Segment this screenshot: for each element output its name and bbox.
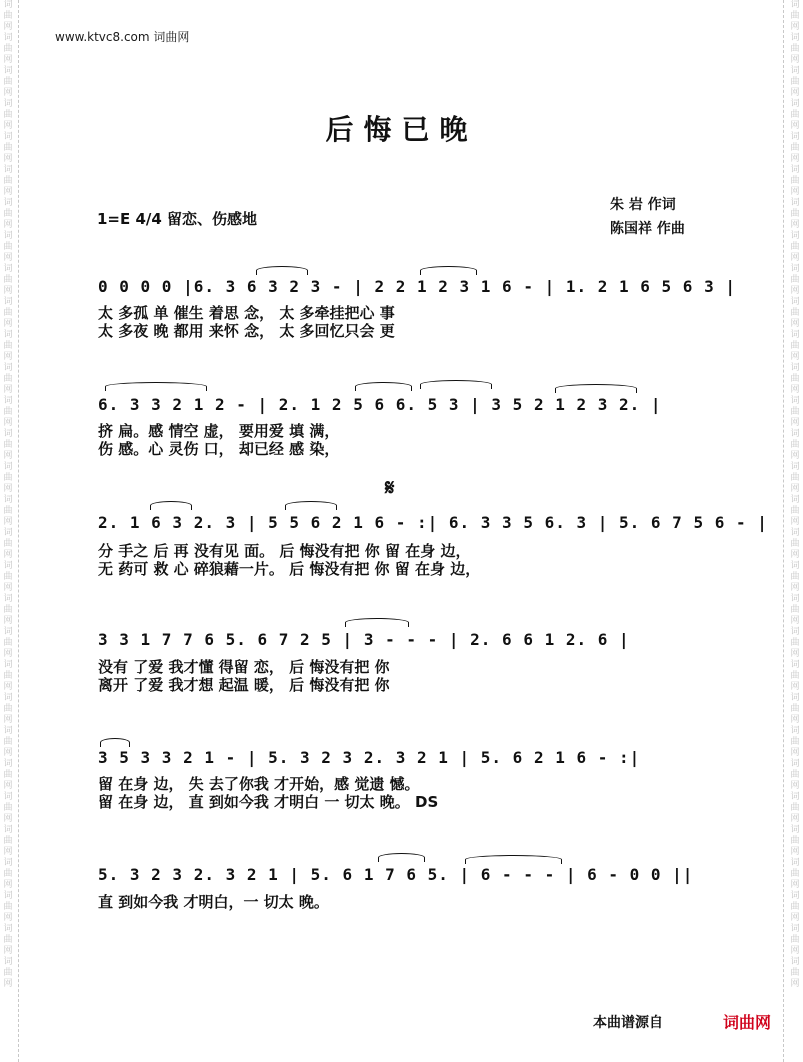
watermark-char: 网	[790, 352, 800, 362]
watermark-char: 词	[3, 363, 13, 373]
watermark-char: 曲	[790, 506, 800, 516]
watermark-char: 网	[790, 121, 800, 131]
watermark-char: 网	[3, 979, 13, 989]
watermark-char: 曲	[3, 902, 13, 912]
watermark-char: 曲	[790, 110, 800, 120]
watermark-char: 词	[790, 231, 800, 241]
watermark-char: 曲	[3, 407, 13, 417]
watermark-char: 网	[3, 913, 13, 923]
watermark-char: 网	[790, 616, 800, 626]
slur-mark	[465, 855, 562, 864]
watermark-char: 网	[790, 682, 800, 692]
slur-mark	[420, 266, 477, 275]
watermark-char: 网	[3, 55, 13, 65]
watermark-char: 曲	[3, 770, 13, 780]
staff-line-3: 2. 1 6 3 2. 3 | 5 5 6 2 1 6 - :| 6. 3 3 5 6. 3 | 5. 6 7 5 6 - |	[98, 513, 768, 532]
lyrics-line-4b: 离开 了爱 我才想 起温 暖， 后 悔没有把 你	[98, 676, 390, 694]
watermark-char: 词	[790, 495, 800, 505]
slur-mark	[256, 266, 308, 275]
watermark-char: 词	[3, 759, 13, 769]
slur-mark	[345, 618, 409, 627]
slur-mark	[285, 501, 337, 510]
watermark-char: 曲	[3, 374, 13, 384]
watermark-char: 网	[790, 979, 800, 989]
watermark-char: 网	[3, 22, 13, 32]
watermark-char: 词	[3, 858, 13, 868]
watermark-char: 曲	[790, 704, 800, 714]
watermark-char: 曲	[3, 275, 13, 285]
watermark-char: 词	[790, 858, 800, 868]
watermark-char: 曲	[3, 836, 13, 846]
watermark-char: 曲	[790, 935, 800, 945]
lyrics-line-2b: 伤 感。心 灵伤 口， 却已经 感 染，	[98, 440, 340, 458]
source-note: 本曲谱源自	[593, 1015, 663, 1031]
watermark-char: 曲	[790, 902, 800, 912]
watermark-char: 曲	[3, 11, 13, 21]
watermark-char: 词	[3, 429, 13, 439]
watermark-char: 曲	[790, 176, 800, 186]
watermark-char: 词	[3, 297, 13, 307]
watermark-char: 曲	[790, 242, 800, 252]
watermark-char: 词	[3, 891, 13, 901]
watermark-char: 词	[3, 957, 13, 967]
watermark-char: 网	[3, 847, 13, 857]
watermark-char: 词	[3, 33, 13, 43]
watermark-char: 网	[3, 616, 13, 626]
watermark-char: 曲	[3, 605, 13, 615]
watermark-char: 词	[790, 825, 800, 835]
watermark-char: 词	[790, 99, 800, 109]
watermark-char: 词	[3, 198, 13, 208]
watermark-char: 网	[790, 187, 800, 197]
watermark-char: 词	[790, 363, 800, 373]
watermark-char: 网	[790, 814, 800, 824]
watermark-char: 网	[790, 418, 800, 428]
staff-line-4: 3 3 1 7 7 6 5. 6 7 2 5 | 3 - - - | 2. 6 6 1 2. 6 |	[98, 630, 630, 649]
watermark-char: 词	[790, 132, 800, 142]
watermark-char: 词	[3, 594, 13, 604]
watermark-char: 曲	[790, 539, 800, 549]
watermark-char: 曲	[3, 242, 13, 252]
watermark-char: 词	[790, 462, 800, 472]
watermark-char: 曲	[790, 209, 800, 219]
watermark-char: 网	[790, 649, 800, 659]
watermark-char: 曲	[790, 737, 800, 747]
watermark-char: 曲	[790, 671, 800, 681]
lyrics-line-5a: 留 在身 边， 失 去了你我 才开始，感 觉遗 憾。	[98, 775, 420, 793]
staff-line-6: 5. 3 2 3 2. 3 2 1 | 5. 6 1 7 6 5. | 6 - - - | 6 - 0 0 ||	[98, 865, 694, 884]
watermark-char: 网	[3, 715, 13, 725]
watermark-char: 曲	[3, 869, 13, 879]
watermark-char: 网	[3, 154, 13, 164]
watermark-char: 词	[790, 396, 800, 406]
site-header[interactable]	[55, 28, 189, 45]
watermark-char: 曲	[3, 506, 13, 516]
watermark-char: 曲	[790, 407, 800, 417]
watermark-char: 词	[3, 132, 13, 142]
watermark-char: 曲	[3, 968, 13, 978]
watermark-char: 曲	[3, 440, 13, 450]
slur-mark	[378, 853, 425, 862]
slur-mark	[555, 384, 637, 393]
watermark-char: 网	[3, 88, 13, 98]
right-watermark-column	[787, 0, 803, 990]
lyrics-line-4a: 没有 了爱 我才懂 得留 恋， 后 悔没有把 你	[98, 658, 390, 676]
watermark-char: 词	[3, 66, 13, 76]
watermark-char: 词	[790, 660, 800, 670]
watermark-char: 网	[3, 946, 13, 956]
lyrics-line-5b: 留 在身 边， 直 到如今我 才明白 一 切太 晚。 DS	[98, 793, 439, 811]
watermark-char: 曲	[3, 572, 13, 582]
watermark-char: 网	[790, 913, 800, 923]
watermark-char: 词	[790, 66, 800, 76]
watermark-char: 曲	[790, 605, 800, 615]
slur-mark	[420, 380, 492, 389]
watermark-char: 词	[3, 396, 13, 406]
watermark-char: 词	[790, 891, 800, 901]
staff-line-1: 0 0 0 0 |6. 3 6 3 2 3 - | 2 2 1 2 3 1 6 - | 1. 2 1 6 5 6 3 |	[98, 277, 736, 296]
watermark-char: 网	[790, 781, 800, 791]
watermark-char: 词	[790, 924, 800, 934]
lyricist-credit: 朱 岩 作词	[610, 197, 676, 213]
watermark-char: 曲	[3, 110, 13, 120]
watermark-char: 网	[3, 583, 13, 593]
slur-mark	[355, 382, 412, 391]
watermark-char: 网	[790, 154, 800, 164]
lyrics-line-3b: 无 药可 救 心 碎狼藉一片。 后 悔没有把 你 留 在身 边，	[98, 560, 481, 578]
watermark-char: 网	[790, 286, 800, 296]
watermark-char: 曲	[3, 935, 13, 945]
right-page-border	[783, 0, 785, 1062]
watermark-char: 网	[3, 517, 13, 527]
watermark-char: 曲	[790, 440, 800, 450]
staff-line-2: 6. 3 3 2 1 2 - | 2. 1 2 5 6 6. 5 3 | 3 5 2 1 2 3 2. |	[98, 395, 662, 414]
watermark-char: 网	[790, 88, 800, 98]
watermark-char: 网	[790, 253, 800, 263]
watermark-char: 网	[790, 55, 800, 65]
watermark-char: 网	[3, 319, 13, 329]
watermark-char: 曲	[3, 176, 13, 186]
watermark-char: 词	[790, 792, 800, 802]
watermark-char: 词	[790, 957, 800, 967]
watermark-char: 网	[3, 682, 13, 692]
watermark-char: 网	[790, 715, 800, 725]
watermark-char: 词	[3, 825, 13, 835]
watermark-char: 词	[3, 660, 13, 670]
watermark-char: 词	[3, 0, 13, 10]
watermark-char: 词	[790, 594, 800, 604]
watermark-char: 网	[3, 121, 13, 131]
watermark-char: 网	[3, 484, 13, 494]
watermark-char: 曲	[790, 308, 800, 318]
watermark-char: 网	[790, 748, 800, 758]
watermark-char: 网	[3, 649, 13, 659]
watermark-char: 词	[790, 528, 800, 538]
watermark-char: 曲	[790, 869, 800, 879]
watermark-char: 网	[790, 583, 800, 593]
watermark-char: 网	[3, 385, 13, 395]
watermark-char: 词	[790, 330, 800, 340]
watermark-char: 网	[3, 187, 13, 197]
watermark-char: 网	[790, 451, 800, 461]
watermark-char: 词	[3, 726, 13, 736]
lyrics-line-3a: 分 手之 后 再 没有见 面。 后 悔没有把 你 留 在身 边，	[98, 542, 471, 560]
watermark-char: 网	[3, 220, 13, 230]
watermark-char: 网	[790, 484, 800, 494]
watermark-char: 曲	[790, 968, 800, 978]
watermark-char: 曲	[3, 77, 13, 87]
watermark-char: 曲	[790, 473, 800, 483]
watermark-char: 曲	[3, 803, 13, 813]
watermark-char: 词	[790, 198, 800, 208]
watermark-char: 词	[3, 528, 13, 538]
watermark-char: 曲	[790, 275, 800, 285]
watermark-char: 曲	[3, 341, 13, 351]
watermark-char: 网	[790, 880, 800, 890]
watermark-char: 词	[3, 495, 13, 505]
watermark-char: 词	[3, 462, 13, 472]
watermark-char: 曲	[3, 209, 13, 219]
watermark-char: 词	[3, 99, 13, 109]
watermark-char: 曲	[790, 803, 800, 813]
site-url[interactable]: www.ktvc8.com	[55, 30, 150, 44]
watermark-char: 词	[790, 627, 800, 637]
slur-mark	[105, 382, 207, 391]
site-name[interactable]: 词曲网	[153, 30, 190, 44]
watermark-char: 词	[790, 0, 800, 10]
key-signature: 1=E 4/4 留恋、伤感地	[97, 210, 258, 228]
watermark-char: 网	[3, 748, 13, 758]
watermark-char: 词	[790, 297, 800, 307]
watermark-char: 网	[790, 946, 800, 956]
staff-line-5: 3 5 3 3 2 1 - | 5. 3 2 3 2. 3 2 1 | 5. 6 2 1 6 - :|	[98, 748, 641, 767]
watermark-char: 曲	[790, 374, 800, 384]
watermark-char: 曲	[3, 704, 13, 714]
brand-logo[interactable]: 词曲网	[722, 1013, 771, 1032]
watermark-char: 曲	[790, 44, 800, 54]
watermark-char: 词	[3, 693, 13, 703]
watermark-char: 词	[3, 924, 13, 934]
watermark-char: 网	[790, 847, 800, 857]
watermark-char: 曲	[790, 770, 800, 780]
watermark-char: 曲	[3, 671, 13, 681]
watermark-char: 曲	[790, 572, 800, 582]
watermark-char: 网	[3, 814, 13, 824]
watermark-char: 网	[3, 253, 13, 263]
watermark-char: 曲	[790, 836, 800, 846]
watermark-char: 词	[790, 693, 800, 703]
watermark-char: 网	[790, 22, 800, 32]
lyrics-line-2a: 挤 扁。感 情空 虚， 要用爱 填 满，	[98, 422, 340, 440]
watermark-char: 网	[790, 550, 800, 560]
watermark-char: 曲	[3, 143, 13, 153]
segno-icon: 𝄋	[385, 476, 395, 501]
watermark-char: 网	[790, 220, 800, 230]
slur-mark	[100, 738, 130, 747]
watermark-char: 网	[3, 451, 13, 461]
watermark-char: 曲	[3, 539, 13, 549]
watermark-char: 词	[790, 561, 800, 571]
watermark-char: 网	[3, 352, 13, 362]
watermark-char: 曲	[790, 143, 800, 153]
left-watermark-column	[0, 0, 16, 990]
song-title: 后悔已晚	[325, 113, 478, 146]
watermark-char: 词	[3, 330, 13, 340]
watermark-char: 曲	[3, 638, 13, 648]
watermark-char: 词	[790, 759, 800, 769]
lyrics-line-6a: 直 到如今我 才明白，一 切太 晚。	[98, 893, 329, 911]
lyrics-line-1b: 太 多夜 晚 都用 来怀 念， 太 多回忆只会 更	[98, 322, 395, 340]
watermark-char: 网	[790, 385, 800, 395]
watermark-char: 词	[790, 264, 800, 274]
watermark-char: 网	[3, 781, 13, 791]
watermark-char: 词	[3, 561, 13, 571]
watermark-char: 词	[3, 792, 13, 802]
watermark-char: 曲	[3, 737, 13, 747]
watermark-char: 网	[790, 517, 800, 527]
watermark-char: 词	[790, 429, 800, 439]
watermark-char: 曲	[790, 638, 800, 648]
watermark-char: 词	[3, 627, 13, 637]
watermark-char: 网	[3, 286, 13, 296]
watermark-char: 网	[3, 880, 13, 890]
composer-credit: 陈国祥 作曲	[610, 221, 685, 237]
watermark-char: 词	[3, 231, 13, 241]
watermark-char: 曲	[3, 308, 13, 318]
left-page-border	[18, 0, 20, 1062]
watermark-char: 曲	[790, 11, 800, 21]
watermark-char: 词	[3, 264, 13, 274]
watermark-char: 词	[3, 165, 13, 175]
watermark-char: 词	[790, 726, 800, 736]
watermark-char: 曲	[3, 44, 13, 54]
watermark-char: 网	[790, 319, 800, 329]
watermark-char: 词	[790, 165, 800, 175]
watermark-char: 曲	[790, 341, 800, 351]
watermark-char: 网	[3, 418, 13, 428]
watermark-char: 网	[3, 550, 13, 560]
watermark-char: 曲	[3, 473, 13, 483]
watermark-char: 词	[790, 33, 800, 43]
slur-mark	[150, 501, 192, 510]
lyrics-line-1a: 太 多孤 单 催生 着思 念， 太 多牵挂把心 事	[98, 304, 395, 322]
watermark-char: 曲	[790, 77, 800, 87]
